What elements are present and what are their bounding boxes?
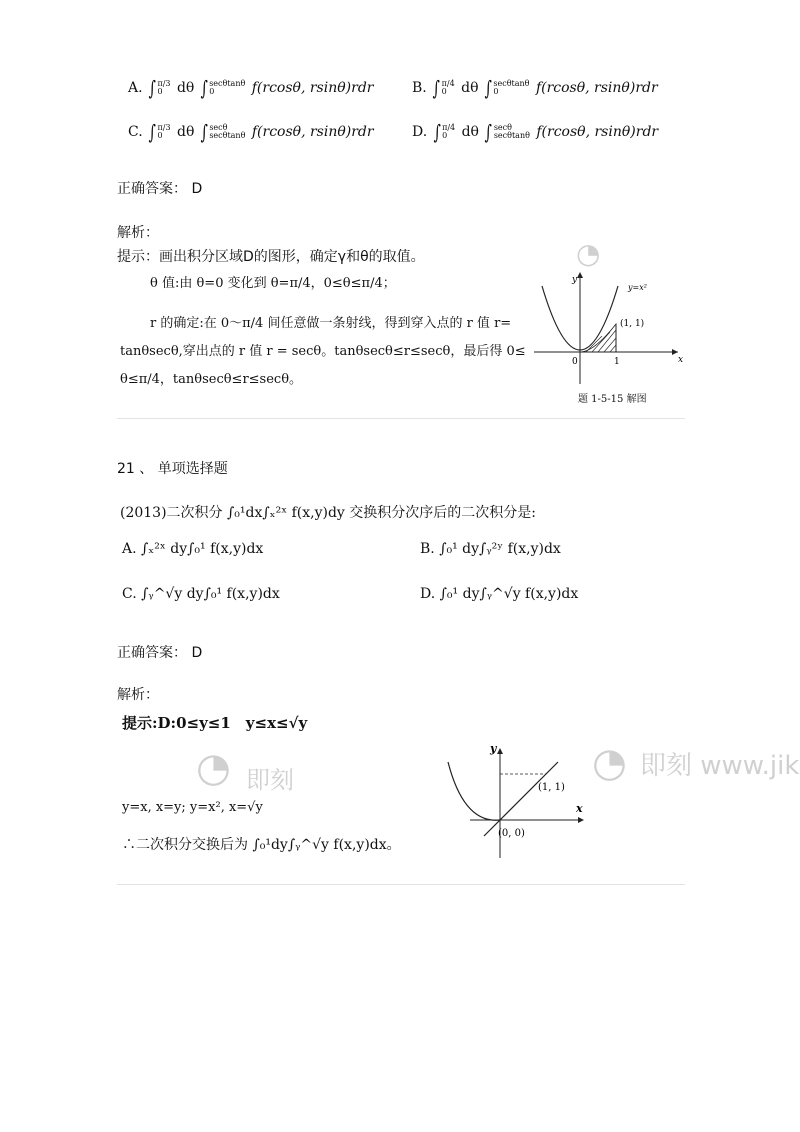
panda-watermark-icon: ◔ (576, 237, 601, 270)
fig1-axis-x-label: x (678, 355, 684, 365)
question-header-21: 21 、 单项选择题 (117, 461, 228, 477)
hint-line-1-q21: 提示:D:0≤y≤1 y≤x≤√y (122, 714, 308, 732)
question-stem-21: (2013)二次积分 ∫₀¹dx∫ₓ²ˣ f(x,y)dy 交换积分次序后的二次积分是: (120, 505, 536, 521)
figure-caption-q20: 题 1-5-15 解图 (578, 394, 647, 405)
option-b-q21: B. ∫₀¹ dy∫ᵧ²ʸ f(x,y)dx (420, 541, 561, 557)
fig2-axis-y-label: y (490, 742, 497, 755)
hint-line-5-q20: θ≤π/4，tanθsecθ≤r≤secθ。 (120, 372, 303, 387)
fig2-origin-label: (0, 0) (498, 828, 525, 839)
option-a-q21: A. ∫ₓ²ˣ dy∫₀¹ f(x,y)dx (122, 541, 264, 557)
panda-watermark-icon-right: ◔ (592, 740, 627, 786)
watermark-text-right: 即刻 www.jik (640, 751, 800, 781)
analysis-label-q21: 解析： (117, 687, 159, 703)
hint-line-3-q20: r 的确定:在 0～π/4 间任意做一条射线，得到穿入点的 r 值 r= (150, 316, 512, 331)
option-a-q20: A. ∫ π/3 0 dθ ∫ secθtanθ 0 f(rcosθ, rsinθ)rdr (128, 76, 374, 100)
fig1-tick-label: 1 (614, 357, 620, 367)
watermark-text-left: 即刻 (246, 766, 294, 794)
divider (117, 884, 685, 885)
fig1-point-label: (1, 1) (620, 319, 645, 329)
option-d-q21: D. ∫₀¹ dy∫ᵧ^√y f(x,y)dx (420, 586, 579, 602)
fig2-point-label: (1, 1) (538, 782, 565, 793)
panda-watermark-icon-left: ◔ (196, 745, 231, 791)
fig1-curve-label: y=x² (628, 283, 647, 292)
line-y-eq-x (484, 762, 558, 836)
hint-line-3-q21: ∴二次积分交换后为 ∫₀¹dy∫ᵧ^√y f(x,y)dx。 (122, 837, 401, 853)
answer-label-q20: 正确答案： D (117, 181, 203, 197)
region-figure (440, 742, 590, 862)
option-d-q20: D. ∫ π/4 0 dθ ∫ secθ secθtanθ f(rcosθ, rsinθ)rdr (412, 120, 659, 144)
option-c-q20: C. ∫ π/3 0 dθ ∫ secθ secθtanθ f(rcosθ, rsinθ)rdr (128, 120, 374, 144)
hint-line-2-q20: θ 值:由 θ=0 变化到 θ=π/4，0≤θ≤π/4； (150, 276, 396, 291)
option-b-q20: B. ∫ π/4 0 dθ ∫ secθtanθ 0 f(rcosθ, rsinθ)rdr (412, 76, 658, 100)
hint-line-1-q20: 提示：画出积分区域D的图形，确定γ和θ的取值。 (117, 249, 425, 265)
analysis-label-q20: 解析： (117, 225, 159, 241)
answer-label-q21: 正确答案： D (117, 645, 203, 661)
curve-left (448, 762, 500, 820)
parabola-figure (528, 264, 688, 404)
option-c-q21: C. ∫ᵧ^√y dy∫₀¹ f(x,y)dx (122, 586, 280, 602)
fig2-axis-x-label: x (576, 802, 583, 815)
hint-line-2-q21: y=x, x=y; y=x², x=√y (122, 800, 263, 815)
divider (117, 418, 685, 419)
fig1-origin-label: 0 (572, 357, 578, 367)
fig1-axis-y-label: y (572, 275, 578, 285)
hint-line-4-q20: tanθsecθ,穿出点的 r 值 r = secθ。tanθsecθ≤r≤secθ，最后得 0≤ (120, 344, 526, 359)
